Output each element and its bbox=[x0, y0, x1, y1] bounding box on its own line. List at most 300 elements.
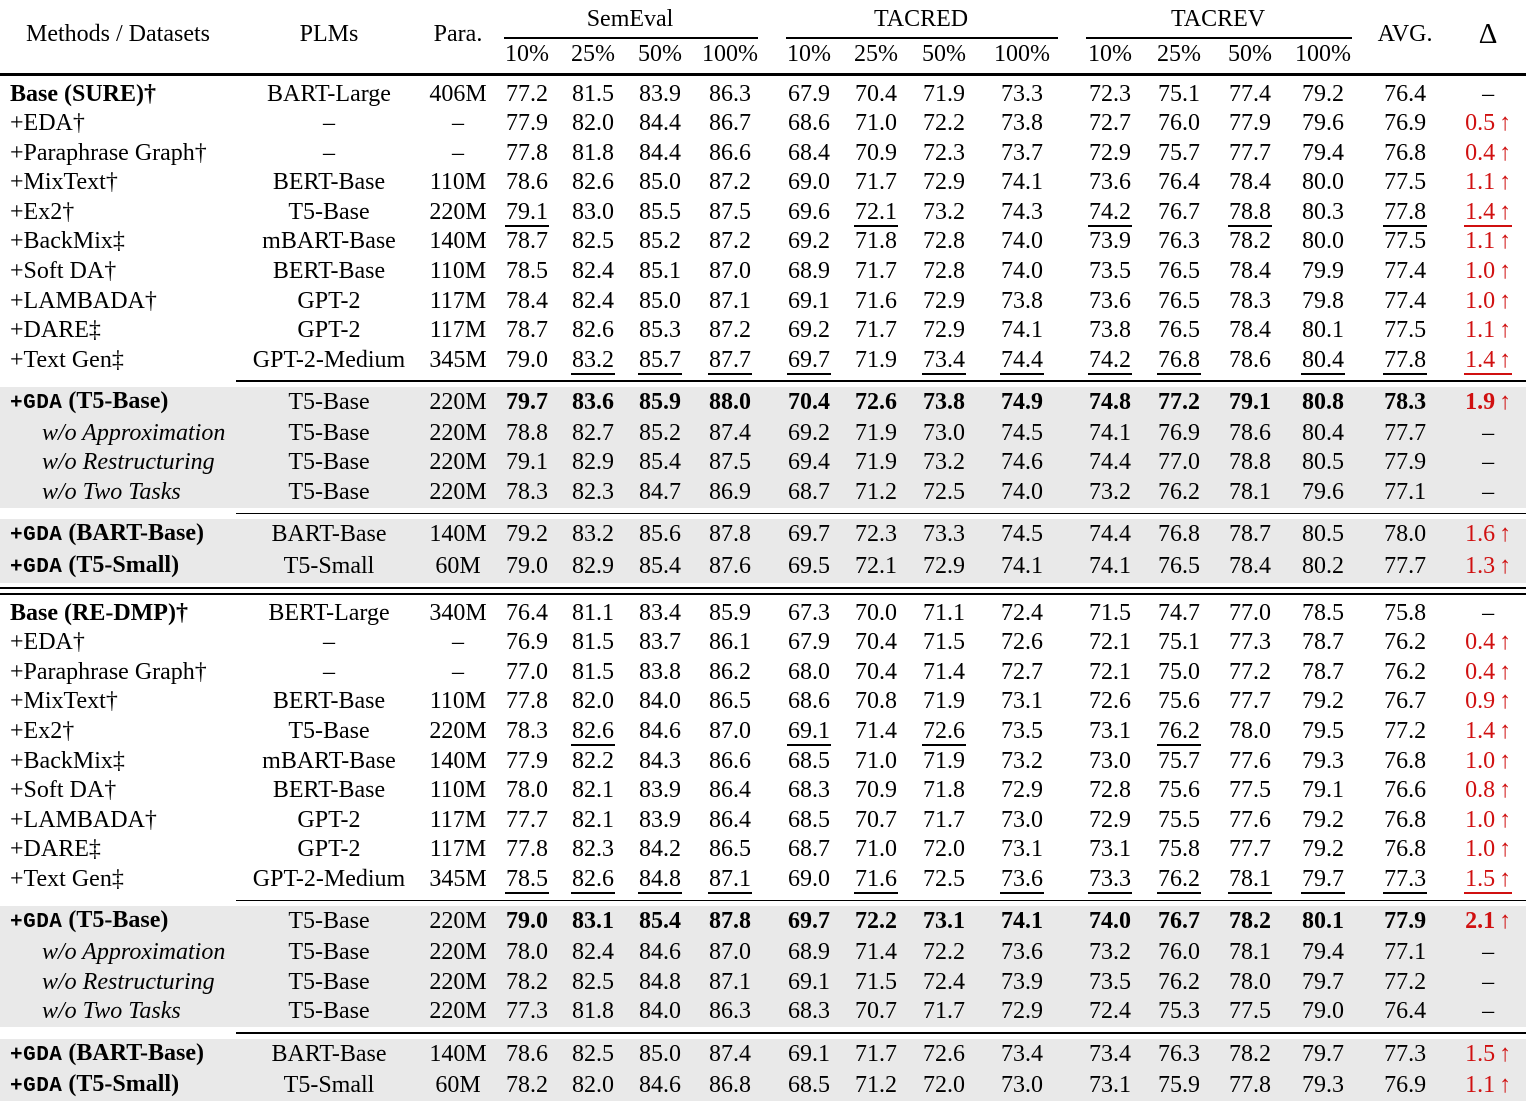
score-cell bbox=[626, 1070, 694, 1101]
score-cell bbox=[560, 1070, 626, 1101]
plm-cell bbox=[236, 1039, 422, 1071]
score-value: 86.3 bbox=[709, 80, 752, 107]
score-value: 72.1 bbox=[855, 553, 898, 579]
score-value: 73.2 bbox=[923, 449, 966, 476]
score-value: 85.7 bbox=[638, 348, 682, 375]
score-value: 72.9 bbox=[923, 317, 966, 344]
score-cell bbox=[1144, 776, 1214, 806]
score-cell bbox=[910, 599, 978, 629]
plm-cell bbox=[236, 419, 422, 449]
score-cell bbox=[776, 938, 842, 968]
plm-label: BART-Large bbox=[267, 80, 391, 107]
score-cell bbox=[842, 806, 910, 836]
score-value: 82.9 bbox=[572, 449, 614, 476]
up-arrow-icon: ↑ bbox=[1499, 521, 1512, 548]
score-value: 72.5 bbox=[923, 865, 966, 892]
para-cell bbox=[422, 658, 494, 688]
para-label: 117M bbox=[429, 317, 487, 344]
score-value: 73.1 bbox=[1089, 1072, 1132, 1099]
column-spacer bbox=[766, 0, 776, 70]
subcol-label: 25% bbox=[571, 41, 615, 68]
score-value: 79.0 bbox=[506, 553, 548, 579]
score-value: 68.5 bbox=[788, 747, 831, 774]
plm-cell bbox=[236, 776, 422, 806]
score-value: 68.5 bbox=[788, 806, 831, 833]
score-value: 70.0 bbox=[855, 599, 898, 626]
delta-group bbox=[1465, 748, 1511, 774]
score-value: 79.3 bbox=[1302, 747, 1345, 774]
score-cell bbox=[842, 687, 910, 717]
score-cell bbox=[1286, 257, 1360, 287]
score-value: 72.4 bbox=[1001, 599, 1044, 626]
score-value: 83.2 bbox=[572, 521, 614, 548]
horizontal-rule bbox=[0, 587, 1526, 595]
para-label: 110M bbox=[429, 169, 487, 196]
up-arrow-icon: ↑ bbox=[1499, 1040, 1512, 1067]
plm-label: T5-Small bbox=[283, 1072, 375, 1099]
plm-label: – bbox=[323, 110, 335, 137]
score-cell bbox=[694, 747, 766, 777]
score-cell bbox=[560, 776, 626, 806]
score-cell bbox=[694, 198, 766, 228]
score-value: 78.4 bbox=[506, 287, 548, 314]
para-cell bbox=[422, 168, 494, 198]
delta-cell bbox=[1450, 227, 1526, 257]
score-value: 78.7 bbox=[1302, 629, 1345, 656]
para-label: 345M bbox=[429, 346, 487, 373]
spacer-cell bbox=[1066, 346, 1076, 376]
para-cell bbox=[422, 419, 494, 449]
avg-cell bbox=[1360, 287, 1450, 317]
score-cell bbox=[1144, 997, 1214, 1027]
avg-cell bbox=[1360, 938, 1450, 968]
col-header-plms-label: PLMs bbox=[299, 21, 359, 48]
score-cell bbox=[1214, 109, 1286, 139]
score-cell bbox=[560, 747, 626, 777]
plm-cell bbox=[236, 227, 422, 257]
subcol-label: 10% bbox=[505, 41, 549, 68]
score-value: 84.2 bbox=[639, 836, 681, 863]
spacer-cell bbox=[766, 139, 776, 169]
score-value: 79.1 bbox=[505, 200, 549, 227]
score-value: 78.7 bbox=[1229, 521, 1272, 548]
plm-label: T5-Base bbox=[288, 998, 370, 1025]
score-value: 77.7 bbox=[1229, 688, 1272, 715]
score-cell bbox=[1286, 968, 1360, 998]
delta-dash: – bbox=[1482, 449, 1495, 476]
score-cell bbox=[776, 687, 842, 717]
score-value: 81.5 bbox=[572, 658, 614, 685]
score-cell bbox=[1144, 806, 1214, 836]
score-value: 69.4 bbox=[788, 449, 831, 476]
para-cell bbox=[422, 1070, 494, 1101]
score-value: 72.5 bbox=[923, 479, 966, 506]
delta-cell bbox=[1450, 80, 1526, 110]
spacer-cell bbox=[766, 80, 776, 110]
score-cell bbox=[694, 419, 766, 449]
score-value: 78.3 bbox=[1229, 287, 1272, 314]
score-cell bbox=[776, 968, 842, 998]
plm-cell bbox=[236, 658, 422, 688]
score-cell bbox=[842, 865, 910, 895]
score-cell bbox=[776, 628, 842, 658]
score-value: 74.8 bbox=[1089, 389, 1132, 416]
score-cell bbox=[1286, 835, 1360, 865]
score-value: 71.1 bbox=[923, 599, 966, 626]
para-cell bbox=[422, 478, 494, 508]
score-value: 73.4 bbox=[1001, 1040, 1044, 1067]
delta-cell bbox=[1450, 109, 1526, 139]
score-cell bbox=[560, 168, 626, 198]
score-value: 73.8 bbox=[1089, 317, 1132, 344]
score-value: 73.1 bbox=[1089, 717, 1132, 744]
delta-dash: – bbox=[1482, 419, 1495, 446]
score-cell bbox=[842, 80, 910, 110]
score-cell bbox=[1286, 109, 1360, 139]
col-header-delta-label: Δ bbox=[1478, 18, 1498, 51]
delta-group bbox=[1465, 718, 1511, 744]
rule-gap-cell bbox=[0, 1027, 236, 1039]
score-cell bbox=[776, 997, 842, 1027]
score-value: 83.9 bbox=[639, 80, 681, 107]
score-value: 72.0 bbox=[923, 1072, 966, 1099]
delta-cell bbox=[1450, 806, 1526, 836]
score-value: 71.0 bbox=[855, 110, 898, 137]
score-value: 72.1 bbox=[1089, 629, 1132, 656]
spacer-cell bbox=[1066, 1070, 1076, 1101]
rule-gap-cell bbox=[0, 895, 236, 907]
score-cell bbox=[494, 287, 560, 317]
score-value: 77.0 bbox=[1158, 449, 1201, 476]
para-label: 220M bbox=[429, 389, 487, 416]
score-value: 72.1 bbox=[854, 200, 898, 227]
para-label: – bbox=[452, 110, 464, 137]
score-value: 72.9 bbox=[923, 553, 966, 579]
score-value: 83.8 bbox=[639, 658, 681, 685]
para-label: 340M bbox=[429, 599, 487, 626]
plm-cell bbox=[236, 628, 422, 658]
avg-cell bbox=[1360, 519, 1450, 551]
score-cell bbox=[910, 80, 978, 110]
method-label: (T5-Base) bbox=[62, 388, 169, 415]
score-value: 72.4 bbox=[1089, 998, 1132, 1025]
score-cell bbox=[978, 316, 1066, 346]
score-value: 86.7 bbox=[709, 110, 752, 137]
partial-rule bbox=[236, 375, 1526, 387]
score-value: 85.4 bbox=[639, 908, 681, 935]
avg-value: 76.8 bbox=[1384, 747, 1427, 774]
score-value: 72.3 bbox=[1089, 80, 1132, 107]
score-cell bbox=[560, 287, 626, 317]
score-value: 71.9 bbox=[855, 449, 898, 476]
up-arrow-icon: ↑ bbox=[1499, 169, 1512, 196]
spacer-cell bbox=[1066, 316, 1076, 346]
score-cell bbox=[494, 968, 560, 998]
score-cell bbox=[776, 448, 842, 478]
plm-label: BERT-Large bbox=[268, 599, 390, 626]
score-value: 77.9 bbox=[1229, 110, 1272, 137]
score-cell bbox=[1286, 865, 1360, 895]
score-cell bbox=[694, 717, 766, 747]
score-value: 72.9 bbox=[1001, 998, 1044, 1025]
score-value: 71.5 bbox=[1089, 599, 1132, 626]
score-value: 71.7 bbox=[855, 317, 898, 344]
avg-value: 77.9 bbox=[1384, 908, 1427, 935]
score-value: 73.2 bbox=[1089, 938, 1132, 965]
up-arrow-icon: ↑ bbox=[1499, 389, 1512, 416]
score-value: 78.2 bbox=[1229, 908, 1272, 935]
score-cell bbox=[978, 387, 1066, 419]
score-cell bbox=[694, 806, 766, 836]
score-cell bbox=[626, 287, 694, 317]
score-cell bbox=[694, 139, 766, 169]
score-cell bbox=[694, 80, 766, 110]
score-value: 78.6 bbox=[1229, 346, 1272, 373]
score-cell bbox=[776, 139, 842, 169]
score-value: 68.7 bbox=[788, 479, 831, 506]
score-value: 77.2 bbox=[506, 80, 548, 107]
method-cell bbox=[0, 346, 236, 376]
table-row bbox=[0, 198, 1526, 228]
plm-label: T5-Base bbox=[288, 717, 370, 744]
spacer-cell bbox=[766, 1070, 776, 1101]
plm-cell bbox=[236, 346, 422, 376]
method-label: +Ex2† bbox=[10, 198, 75, 225]
delta-value: 0.9 bbox=[1465, 688, 1496, 715]
score-value: 79.6 bbox=[1302, 110, 1345, 137]
spacer-cell bbox=[766, 835, 776, 865]
delta-group bbox=[1465, 110, 1511, 136]
score-cell bbox=[776, 551, 842, 583]
score-value: 86.6 bbox=[709, 139, 752, 166]
score-value: 77.8 bbox=[1229, 1072, 1272, 1099]
score-value: 77.0 bbox=[1229, 599, 1272, 626]
rule-row bbox=[0, 508, 1526, 520]
method-label: w/o Approximation bbox=[42, 419, 226, 446]
score-cell bbox=[626, 687, 694, 717]
score-value: 74.0 bbox=[1001, 479, 1044, 506]
score-cell bbox=[910, 997, 978, 1027]
avg-cell bbox=[1360, 806, 1450, 836]
score-value: 79.6 bbox=[1302, 479, 1345, 506]
score-value: 72.3 bbox=[923, 139, 966, 166]
avg-cell bbox=[1360, 551, 1450, 583]
score-value: 84.8 bbox=[639, 968, 681, 995]
score-value: 76.0 bbox=[1158, 938, 1201, 965]
plm-cell bbox=[236, 1070, 422, 1101]
avg-value: 76.2 bbox=[1384, 629, 1427, 656]
score-value: 74.1 bbox=[1001, 169, 1044, 196]
delta-group bbox=[1465, 659, 1511, 685]
score-value: 76.2 bbox=[1157, 719, 1201, 746]
plm-label: BART-Base bbox=[271, 1040, 387, 1067]
up-arrow-icon: ↑ bbox=[1499, 287, 1512, 314]
score-value: 78.0 bbox=[1229, 717, 1272, 744]
score-value: 79.7 bbox=[1301, 867, 1345, 894]
method-cell bbox=[0, 997, 236, 1027]
para-label: 406M bbox=[429, 80, 487, 107]
score-value: 74.0 bbox=[1001, 258, 1044, 285]
score-cell bbox=[494, 906, 560, 938]
score-value: 69.0 bbox=[788, 169, 831, 196]
score-value: 79.5 bbox=[1302, 717, 1345, 744]
score-value: 69.2 bbox=[788, 419, 831, 446]
spacer-cell bbox=[766, 1039, 776, 1071]
plm-cell bbox=[236, 747, 422, 777]
score-cell bbox=[494, 346, 560, 376]
score-cell bbox=[910, 835, 978, 865]
subcol-header bbox=[842, 40, 910, 70]
score-value: 82.1 bbox=[572, 777, 614, 804]
score-cell bbox=[910, 776, 978, 806]
score-cell bbox=[842, 1039, 910, 1071]
score-cell bbox=[842, 448, 910, 478]
score-cell bbox=[842, 776, 910, 806]
score-value: 71.7 bbox=[923, 998, 966, 1025]
score-value: 77.3 bbox=[1229, 629, 1272, 656]
spacer-cell bbox=[766, 658, 776, 688]
score-value: 73.4 bbox=[922, 348, 966, 375]
subcol-label: 100% bbox=[702, 41, 759, 68]
partial-rule bbox=[236, 508, 1526, 520]
score-value: 73.6 bbox=[1089, 169, 1132, 196]
method-cell bbox=[0, 1039, 236, 1071]
delta-cell bbox=[1450, 139, 1526, 169]
table-row bbox=[0, 227, 1526, 257]
delta-dash: – bbox=[1482, 938, 1495, 965]
score-cell bbox=[978, 168, 1066, 198]
score-cell bbox=[842, 316, 910, 346]
spacer-cell bbox=[1066, 747, 1076, 777]
score-value: 72.9 bbox=[923, 169, 966, 196]
score-value: 73.1 bbox=[923, 908, 966, 935]
avg-value: 76.4 bbox=[1384, 998, 1427, 1025]
score-cell bbox=[978, 519, 1066, 551]
table-row bbox=[0, 628, 1526, 658]
score-value: 84.0 bbox=[639, 998, 681, 1025]
score-value: 78.2 bbox=[506, 968, 548, 995]
para-label: 110M bbox=[429, 688, 487, 715]
score-value: 69.2 bbox=[788, 317, 831, 344]
score-cell bbox=[1144, 257, 1214, 287]
score-cell bbox=[626, 478, 694, 508]
score-cell bbox=[978, 835, 1066, 865]
score-cell bbox=[1286, 906, 1360, 938]
table-row bbox=[0, 139, 1526, 169]
score-cell bbox=[1286, 387, 1360, 419]
method-label: +Paraphrase Graph† bbox=[10, 139, 207, 166]
score-cell bbox=[560, 968, 626, 998]
score-value: 73.0 bbox=[923, 419, 966, 446]
method-label: +MixText† bbox=[10, 688, 118, 715]
delta-group bbox=[1465, 288, 1511, 314]
score-cell bbox=[1076, 168, 1144, 198]
score-value: 72.9 bbox=[923, 287, 966, 314]
score-value: 75.6 bbox=[1158, 777, 1201, 804]
delta-cell bbox=[1450, 519, 1526, 551]
score-cell bbox=[626, 316, 694, 346]
score-value: 82.7 bbox=[572, 419, 614, 446]
up-arrow-icon: ↑ bbox=[1499, 777, 1512, 804]
delta-cell bbox=[1450, 316, 1526, 346]
score-cell bbox=[910, 519, 978, 551]
spacer-cell bbox=[766, 109, 776, 139]
plm-cell bbox=[236, 80, 422, 110]
up-arrow-icon: ↑ bbox=[1499, 198, 1512, 225]
score-value: 71.5 bbox=[923, 629, 966, 656]
delta-cell bbox=[1450, 448, 1526, 478]
plm-cell bbox=[236, 551, 422, 583]
up-arrow-icon: ↑ bbox=[1499, 865, 1512, 892]
avg-value: 76.4 bbox=[1384, 80, 1427, 107]
score-value: 87.8 bbox=[709, 908, 752, 935]
score-value: 73.3 bbox=[923, 521, 966, 548]
score-value: 77.9 bbox=[506, 110, 548, 137]
plm-cell bbox=[236, 478, 422, 508]
method-label: +Ex2† bbox=[10, 717, 75, 744]
delta-value: 1.0 bbox=[1465, 258, 1496, 285]
score-cell bbox=[694, 316, 766, 346]
score-value: 71.7 bbox=[855, 169, 898, 196]
score-value: 85.0 bbox=[639, 287, 681, 314]
plm-label: BERT-Base bbox=[272, 258, 386, 285]
score-cell bbox=[626, 109, 694, 139]
score-cell bbox=[494, 1070, 560, 1101]
spacer-cell bbox=[1066, 257, 1076, 287]
score-value: 74.0 bbox=[1001, 228, 1044, 255]
score-value: 73.7 bbox=[1001, 139, 1044, 166]
score-cell bbox=[842, 906, 910, 938]
plm-label: GPT-2 bbox=[297, 806, 361, 833]
score-value: 86.8 bbox=[709, 1072, 752, 1099]
score-cell bbox=[910, 1070, 978, 1101]
score-cell bbox=[626, 1039, 694, 1071]
score-cell bbox=[494, 316, 560, 346]
score-value: 79.2 bbox=[1302, 806, 1345, 833]
para-label: 140M bbox=[429, 1040, 487, 1067]
score-cell bbox=[1214, 551, 1286, 583]
score-cell bbox=[1144, 519, 1214, 551]
score-cell bbox=[978, 717, 1066, 747]
table-row bbox=[0, 747, 1526, 777]
score-value: 69.0 bbox=[788, 865, 831, 892]
score-cell bbox=[626, 139, 694, 169]
score-cell bbox=[910, 478, 978, 508]
avg-cell bbox=[1360, 968, 1450, 998]
score-value: 84.4 bbox=[639, 110, 681, 137]
score-value: 71.9 bbox=[923, 747, 966, 774]
avg-cell bbox=[1360, 478, 1450, 508]
score-cell bbox=[842, 478, 910, 508]
plm-label: T5-Base bbox=[288, 908, 370, 935]
delta-cell bbox=[1450, 658, 1526, 688]
score-value: 77.2 bbox=[1158, 389, 1201, 416]
score-cell bbox=[1286, 346, 1360, 376]
subcol-label: 50% bbox=[922, 41, 967, 68]
para-label: – bbox=[452, 139, 464, 166]
table-row bbox=[0, 448, 1526, 478]
score-cell bbox=[1144, 346, 1214, 376]
score-cell bbox=[1214, 316, 1286, 346]
avg-value: 77.1 bbox=[1384, 479, 1427, 506]
delta-cell bbox=[1450, 968, 1526, 998]
subcol-header bbox=[694, 40, 766, 70]
score-cell bbox=[494, 628, 560, 658]
score-cell bbox=[842, 346, 910, 376]
score-value: 67.9 bbox=[788, 80, 831, 107]
score-value: 79.2 bbox=[1302, 688, 1345, 715]
para-cell bbox=[422, 287, 494, 317]
